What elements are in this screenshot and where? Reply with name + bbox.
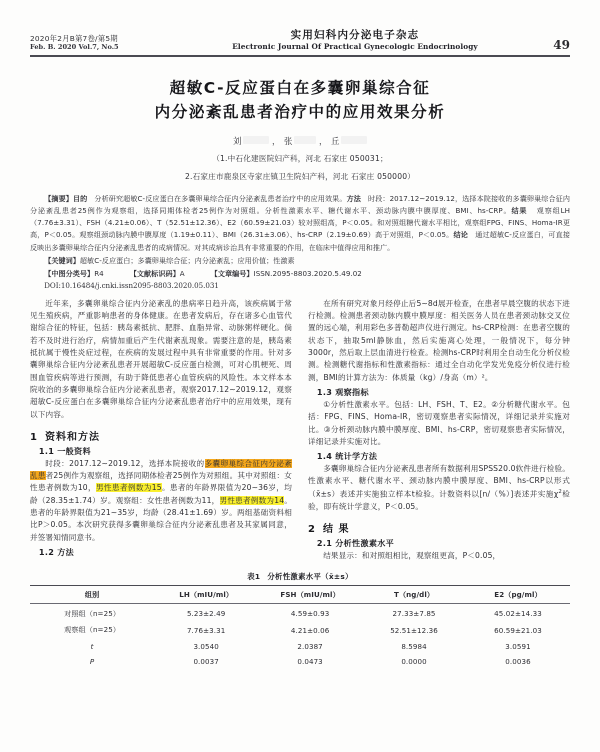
running-head-issue xyxy=(30,34,180,53)
cell-lh: 0.0037 xyxy=(193,657,219,667)
body-columns xyxy=(30,298,570,562)
para-11-part-c: 。患者的年龄界限值为20~36岁，均龄（28.35±1.74）岁。观察组：女性患者例数为11， xyxy=(30,483,293,505)
para-11-part-d: 。患者的年龄界限值为21~35岁，均龄（28.41±1.69）岁。两组基础资料相比P＞0.05。本次研究获得多囊卵巢综合征内分泌紊乱患者及其家属同意，并签署知情同意书。 xyxy=(30,495,293,542)
running-head xyxy=(30,0,570,52)
section-heading-2 xyxy=(308,520,570,535)
subsection-2-1-paragraph: 结果显示：和对照组相比，观察组更高，P＜0.05， xyxy=(323,550,501,560)
clc-value: R4 xyxy=(94,268,104,278)
doc-code-label: 【文献标识码】 xyxy=(129,268,180,278)
abstract-objective-label: 目的 xyxy=(72,193,88,203)
para-14-pre: 多囊卵巢综合征内分泌紊乱患者所有数据利用SPSS20.0软件进行检验。性激素水平、糖代谢水平、颈动脉内膜中膜厚度、BMI、hs-CRP以形式（x̄±s）表述并实施独立样本t检验。计数资料以[n/（%）]表述并实施χ xyxy=(308,464,570,499)
author-3-redacted-name xyxy=(341,136,367,144)
doi-line: DOI:10.16484/j.cnki.issn2095-8803.2020.05.031 xyxy=(44,281,219,291)
subsection-heading-1-2: 1.2 方法 xyxy=(38,546,75,557)
highlight-yellow-male-count-observation: 男性患者例数为14 xyxy=(219,495,285,505)
cell-e2: 3.0591 xyxy=(505,641,531,651)
section-2-number: 2 xyxy=(308,523,316,535)
issue-cn: 2020年2月B第7卷/第5期 xyxy=(30,33,118,43)
table-body xyxy=(30,604,570,670)
results-table-block xyxy=(30,571,570,670)
row-label-t: t xyxy=(90,641,94,651)
section-2-title: 结 果 xyxy=(322,523,350,535)
table-caption-number: 表1 xyxy=(247,572,261,582)
journal-title-en: Electronic Journal Of Practical Gynecologic Endocrinology xyxy=(232,42,478,52)
section-1-title: 资料和方法 xyxy=(44,431,100,443)
subsection-heading-1-3: 1.3 观察指标 xyxy=(316,386,369,397)
cell-t: 27.33±7.85 xyxy=(392,609,436,619)
abstract-methods-text: 时段：2017.12~2019.12，选择本院接收的多囊卵巢综合征内分泌紊乱患者25例作为观察组，选择同期体检者25例作为对照组。分析性激素水平、糖代谢水平、颈动脉内膜中膜厚度、BMI、hs-CRP。 xyxy=(30,193,571,216)
cell-fsh: 0.0473 xyxy=(297,657,323,667)
cell-lh: 3.0540 xyxy=(193,641,219,651)
abstract-results-text: 观察组LH（7.76±3.31）、FSH（4.21±0.06）、T（52.51±12.36）、E2（60.59±21.03）较对照组高，P＜0.05。和对照组糖代谢水平相比，观察组FPG、FINS、Homa-IR更高，P＜0.05。观察组颈动脉内膜中膜厚度（1.19±0.11）、BMI（26.31±3.06）、hs-CRP（2.19±0.69）高于对照组，P＜0.05。 xyxy=(30,206,570,240)
issue-en: Feb. B. 2020 Vol.7, No.5 xyxy=(30,43,119,52)
methods-paragraph: 在所有研究对象月经停止后5~8d展开检查，在患者早晨空腹的状态下进行检测。检测患者颈动脉内膜中膜厚度：相关医务人员在患者颈动脉交叉位置的远心端，利用彩色多普勒超声仪进行测定。hs-CRP检测：在患者空腹的状态下，抽取5ml静脉血，然后实施离心处理，一般情况下，每分钟3000r，然后取上层血清进行检查。检测hs-CRP时利用全自动生化分析仪检测。检测糖代谢指标和性激素指标：通过全自动化学发光免疫分析仪进行检测，BMI的计算方法为：体质量（kg）/身高（m）²。 xyxy=(308,298,570,382)
subsection-1-4-paragraph xyxy=(308,463,570,513)
doc-code-value: A xyxy=(179,268,185,278)
abstract-conclusion-text: 通过超敏C-反应蛋白，可直接反映出多囊卵巢综合征内分泌紊乱患者的成病情况。对其成病诊治具有非常重要的作用，在临床中值得应用和推广。 xyxy=(30,230,570,252)
para-11-part-a: 时段：2017.12~2019.12，选择本院接收的 xyxy=(45,458,205,468)
left-column xyxy=(30,298,292,562)
row-label: 对照组（n=25） xyxy=(64,608,121,618)
table-header-t: T（ng/dl） xyxy=(362,586,466,604)
highlight-orange-condition: 多囊卵巢综合征内分泌紊乱患 xyxy=(30,458,292,481)
cell-t: 0.0000 xyxy=(401,657,427,667)
subsection-1-1-paragraph xyxy=(30,458,292,544)
subsection-heading-1-1: 1.1 一般资料 xyxy=(38,445,91,456)
table-row xyxy=(30,622,570,639)
cell-t: 8.5984 xyxy=(401,641,427,651)
keywords-label: 【关键词】 xyxy=(44,255,80,265)
table-row xyxy=(30,654,570,670)
cell-fsh: 4.21±0.06 xyxy=(290,625,330,635)
table-header-e2: E2（pg/ml） xyxy=(466,586,570,604)
abstract-paragraph xyxy=(30,193,570,254)
cell-lh: 7.76±3.31 xyxy=(186,625,226,635)
author-2-surname: 张 xyxy=(284,135,293,146)
section-heading-1 xyxy=(30,428,292,443)
table-head xyxy=(30,586,570,604)
cell-lh: 5.23±2.49 xyxy=(186,609,226,619)
abstract-objective-text: 分析研究超敏C-反应蛋白在多囊卵巢综合征内分泌紊乱患者治疗中的应用效果。 xyxy=(94,193,347,203)
table-header-group: 组别 xyxy=(30,586,154,604)
author-list xyxy=(30,135,570,147)
subsection-1-3-paragraph: ①分析性激素水平。包括：LH、FSH、T、E2。②分析糖代谢水平。包括：FPG、FINS、Homa-IR，密切观察患者实际情况，详细记录并实施对比。③分析颈动脉内膜中膜厚度、BMI、hs-CRP，密切观察患者实际情况，详细记录并实施对比。 xyxy=(308,399,570,446)
article-id-label: 【文章编号】 xyxy=(210,268,254,278)
keywords-line xyxy=(30,254,570,267)
author-1-redacted-name xyxy=(243,136,269,144)
author-1-surname: 刘 xyxy=(233,135,243,146)
chi-square-exponent: 2 xyxy=(558,488,562,495)
cell-e2: 60.59±21.03 xyxy=(494,625,542,635)
title-block xyxy=(30,77,570,184)
article-title-line-2: 内分泌紊乱患者治疗中的应用效果分析 xyxy=(154,102,446,121)
article-title-line-1: 超敏C-反应蛋白在多囊卵巢综合征 xyxy=(169,79,431,98)
abstract-methods-label: 方法 xyxy=(346,193,361,203)
table-row xyxy=(30,639,570,655)
author-1 xyxy=(233,135,269,147)
row-label-p: P xyxy=(89,657,95,667)
author-3 xyxy=(331,135,367,147)
author-2 xyxy=(284,135,316,147)
classification-line xyxy=(30,267,570,280)
journal-title-cn: 实用妇科内分泌电子杂志 xyxy=(290,29,420,41)
keywords-text: 超敏C-反应蛋白；多囊卵巢综合征；内分泌紊乱；应用价值；性激素 xyxy=(79,255,295,265)
intro-paragraph: 近年来，多囊卵巢综合征内分泌紊乱的患病率日趋升高，该疾病属于常见生殖疾病，严重影响患者的身体健康。在患者发病后，存在诸多心血管代谢综合征的特征，包括：胰岛素抵抗、肥胖、血脂异常、动脉粥样硬化。倘若不及时进行治疗，病情加重后产生代谢紊乱现象。需要注意的是，胰岛素抵抗属于慢性炎症过程，在疾病的发展过程中具有非常重要的作用。针对多囊卵巢综合征内分泌紊乱患者开展超敏C-反应蛋白检测，可对心肌梗死、周围血管疾病等进行预测，有助于降低患者心血管疾病的风险性。本文样本本院收治的多囊卵巢综合征内分泌紊乱患者，观察2017.12~2019.12，观察超敏C-反应蛋白在多囊卵巢综合征内分泌紊乱患者治疗中的应用效果，现有以下内容。 xyxy=(30,298,292,419)
abstract-results-label: 结果 xyxy=(511,206,528,216)
row-label xyxy=(30,639,154,655)
subsection-heading-2-1: 2.1 分析性激素水平 xyxy=(316,537,395,548)
table-header-row xyxy=(30,586,570,604)
cell-e2: 45.02±14.33 xyxy=(494,609,542,619)
table-header-lh: LH（mIU/ml） xyxy=(154,586,258,604)
cell-fsh: 4.59±0.93 xyxy=(290,609,330,619)
page-number: 49 xyxy=(553,38,570,53)
section-1-number: 1 xyxy=(30,431,38,443)
right-column xyxy=(308,298,570,562)
para-11-part-b: 者25例作为观察组，选择同期体检者25例作为对照组。其中对照组：女性患者例数为10， xyxy=(30,471,292,493)
table-row xyxy=(30,604,570,622)
row-label xyxy=(30,654,154,670)
table-header-fsh: FSH（mIU/ml） xyxy=(258,586,362,604)
author-2-redacted-name xyxy=(294,136,316,144)
abstract-label: 【摘要】 xyxy=(44,193,73,203)
affiliation-line-1: （1.中石化建医院妇产科，河北 石家庄 050031； xyxy=(212,153,388,163)
para-14-post: 检验，即有统计学意义，P＜0.05。 xyxy=(308,489,570,511)
cell-e2: 0.0036 xyxy=(505,657,531,667)
header-rule xyxy=(30,55,570,57)
journal-title-block xyxy=(188,28,522,52)
abstract-conclusion-label: 结论 xyxy=(453,230,468,240)
table-caption xyxy=(30,571,570,582)
abstract-block xyxy=(30,193,570,254)
author-3-surname: 丘 xyxy=(330,135,340,146)
table-caption-text: 分析性激素水平（x̄±s） xyxy=(267,572,353,582)
row-label: 观察组（n=25） xyxy=(64,625,121,635)
author-separator-2: ， xyxy=(318,135,328,146)
cell-t: 52.51±12.36 xyxy=(390,625,438,635)
subsection-heading-1-4: 1.4 统计学方法 xyxy=(316,451,378,462)
cell-fsh: 2.0387 xyxy=(297,641,323,651)
clc-label: 【中图分类号】 xyxy=(44,268,95,278)
sex-hormone-table xyxy=(30,585,570,670)
highlight-yellow-male-count-control: 男性患者例数为15 xyxy=(95,483,162,493)
article-id-value: ISSN.2095-8803.2020.5.49.02 xyxy=(253,268,362,278)
affiliation-line-2: 2.石家庄市鹿泉区寺家庄镇卫生院妇产科，河北 石家庄 050000） xyxy=(184,172,416,182)
author-separator-1: ， xyxy=(272,135,281,146)
